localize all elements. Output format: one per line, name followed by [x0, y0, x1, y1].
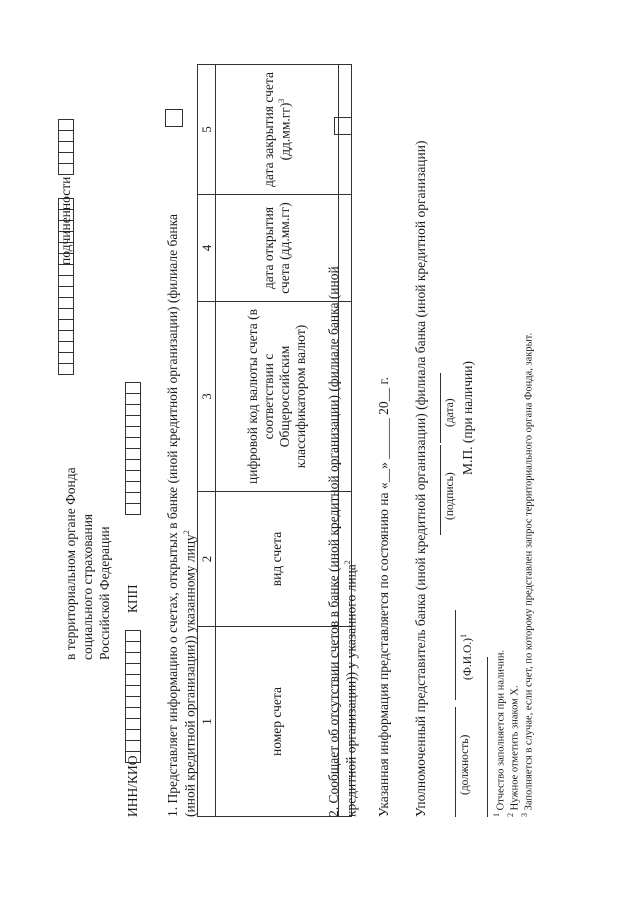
- footnote-ref: 1: [459, 634, 468, 639]
- date-caption: (дата): [444, 398, 456, 427]
- column-number: 2: [198, 492, 216, 627]
- column-number: 3: [198, 302, 216, 492]
- section2-line1: 2. Сообщает об отсутствии счетов в банке (иной кредитной организации) (филиале банка (иной: [326, 266, 341, 817]
- recipient-block: [62, 467, 113, 660]
- section2-checkbox[interactable]: [334, 117, 352, 135]
- position-caption: (должность): [459, 734, 471, 795]
- status-date-line: Указанная информация представляется по состоянию на «__» ______ 20__ г.: [376, 377, 391, 817]
- seal-text: М.П. (при наличии): [460, 361, 475, 475]
- footnote-ref: 3: [277, 98, 287, 103]
- inn-label: ИНН/КИО: [125, 755, 140, 817]
- column-header: вид счета: [216, 492, 339, 627]
- fio-line: [455, 610, 456, 700]
- recipient-line: Российской Федерации: [97, 526, 112, 660]
- column-number: 5: [198, 65, 216, 195]
- column-header: цифровой код валюты счета (в соответствии с Общероссийским классификатором валют): [216, 302, 339, 492]
- footnote-item: $^1$ Отчество заполняется при наличии.: [492, 649, 507, 817]
- signature-line: [440, 445, 441, 535]
- column-number-row: [198, 65, 216, 817]
- footnote-ref: 2: [343, 560, 352, 565]
- section2-line2: кредитной организации)) у указанного лица$^2$: [343, 560, 359, 817]
- position-line: [455, 707, 456, 817]
- subordination-label: подчиненности: [58, 176, 73, 265]
- footnote-item: $^2$ Нужное отметить знаком X.: [506, 685, 521, 817]
- recipient-line: социального страхования: [80, 513, 95, 660]
- section1-checkbox[interactable]: [165, 109, 183, 127]
- recipient-line: в территориальном органе Фонда: [63, 467, 78, 660]
- kpp-label: КПП: [125, 584, 140, 613]
- section1-line1: 1. Представляет информацию о счетах, открытых в банке (иной кредитной организации) (филиале банка: [165, 214, 180, 817]
- kpp-cells[interactable]: [125, 383, 141, 515]
- column-header: номер счета: [216, 627, 339, 817]
- subordination-code-cells[interactable]: [58, 120, 74, 175]
- column-number: 1: [198, 627, 216, 817]
- fio-caption: $(Ф.И.О.)^1$: [459, 634, 474, 680]
- section1-line2: (иной кредитной организации)) указанному лицу$^2$: [182, 530, 198, 817]
- column-header: дата открытия счета (дд.мм.гг): [216, 195, 339, 302]
- date-line: [440, 373, 441, 443]
- column-number: 4: [198, 195, 216, 302]
- column-header-row: [216, 65, 339, 817]
- footnote-item: $^3$ Заполняется в случае, если счет, по которому представлен запрос территориального органа Фонда, закрыт.: [520, 332, 535, 817]
- representative-label: Уполномоченный представитель банка (иной кредитной организации) (филиала банка (иной кредитной организации): [413, 140, 428, 817]
- footnote-separator: [487, 657, 488, 817]
- signature-caption: (подпись): [444, 472, 456, 520]
- column-header: дата закрытия счета $(дд.мм.гг)^3$: [216, 65, 339, 195]
- inn-cells[interactable]: [125, 631, 141, 763]
- footnote-ref: 2: [182, 530, 191, 535]
